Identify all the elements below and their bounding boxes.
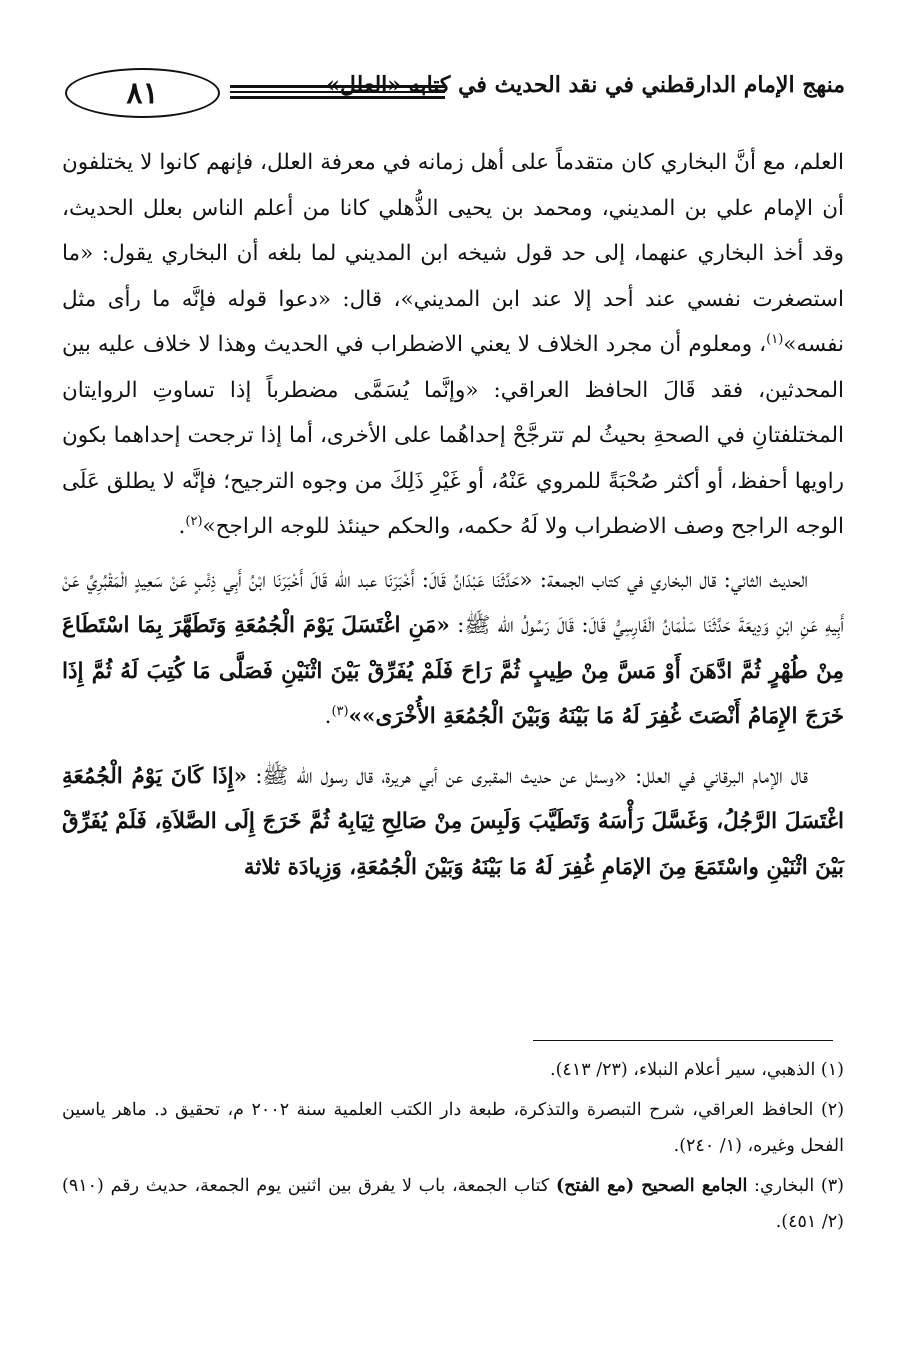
hadith-text-2: «إِذَا كَانَ يَوْمُ الْجُمُعَةِ اغْتَسَلَ الرَّجُلُ، وَغَسَّلَ رَأْسَهُ وَتَطَيَّبَ وَلَبِسَ مِنْ صَالِحِ ثِيَابِهُ ثُمَّ خَرَجَ إِلَى الصَّلاَةِ، فَلَمْ يُفَرِّقْ بَيْنَ اثْنَيْنِ واسْتَمَعَ مِنَ الإمَامِ غُفِرَ لَهُ مَا بَيْنَهُ وَبَيْنَ الْجُمُعَةِ، وَزِيادَة ثلاثة — [62, 763, 844, 880]
paragraph-3 — [62, 754, 844, 891]
footnote-3-prefix: (٣) البخاري: — [747, 1176, 844, 1196]
paragraph-3-intro: قال الإمام البرقاني في العلل: «وسئل عن حديث المقبرى عن أبي هريرة، قال رسول الله ﷺ: — [247, 763, 808, 789]
paragraph-2-end: . — [324, 704, 332, 729]
paragraph-1-text: العلم، مع أنَّ البخاري كان متقدماً على أهل زمانه في معرفة العلل، فإنهم كانوا لا يختلفون أن الإمام علي بن المديني، ومحمد بن يحيى الذُّهلي كانا من أعلم الناس بعلل الحديث، وقد أخذ البخاري عنهما، إلى حد قول شيخه ابن المديني لما بلغه أن البخاري يقول: «ما استصغرت نفسي عند أحد إلا عند ابن المديني»، قال: «دعوا قوله فإنَّه ما رأى مثل نفسه» — [62, 150, 844, 357]
footnote-2: (٢) الحافظ العراقي، شرح التبصرة والتذكرة، طبعة دار الكتب العلمية سنة ٢٠٠٢ م، تحقيق د. ماهر ياسين الفحل وغيره، (١/ ٢٤٠). — [62, 1100, 845, 1156]
footnote-ref-1: (١) — [766, 331, 784, 347]
paragraph-2 — [62, 558, 844, 740]
footnote-ref-2: (٢) — [185, 513, 203, 529]
paragraph-1: العلم، مع أنَّ البخاري كان متقدماً على أهل زمانه في معرفة العلل، فإنهم كانوا لا يختلفون أن الإمام علي بن المديني، ومحمد بن يحيى الذُّهلي كانا من أعلم الناس بعلل الحديث، وقد أخذ البخاري عنهما، إلى حد قول شيخه ابن المديني لما بلغه أن البخاري يقول: «ما استصغرت نفسي عند أحد إلا عند ابن المديني»، قال: «دعوا قوله فإنَّه ما رأى مثل نفسه»$^{(١)}$، ومعلوم أن مجرد الخلاف لا يعني الاضطراب في الحديث وهذا لا خلاف عليه بين المحدثين، فقد قَالَ الحافظ العراقي: «وإنَّما يُسَمَّى مضطرباً إذا تساوتِ الروايتان المختلفتانِ في الصحةِ بحيثُ لم تترجَّحْ إحداهُما على الأخرى، أما إذا ترجحت إحداهما بكون راويها أحفظ، أو أكثر صُحْبَةً للمروي عَنْهُ، أو غَيْرِ ذَلِكَ من وجوه الترجيح؛ فإنَّه لا يطلق عَلَى الوجه الراجح وصف الاضطراب ولا لَهُ حكمه، والحكم حينئذ للوجه الراجح»$^{(٢)}$. — [62, 150, 844, 539]
page-header — [55, 60, 845, 130]
footnote-ref-3: (٣) — [331, 703, 349, 719]
footnote-3-rest: كتاب الجمعة، باب لا يفرق بين اثنين يوم الجمعة، حديث رقم (٩١٠) (٢/ ٤٥١). — [62, 1176, 844, 1232]
footnote-1: (١) الذهبي، سير أعلام النبلاء، (٢٣/ ٤١٣). — [550, 1060, 844, 1080]
footnotes — [62, 1052, 844, 1244]
footnote-3 — [62, 1168, 844, 1240]
paragraph-1-text-cont: ، ومعلوم أن مجرد الخلاف لا يعني الاضطراب في الحديث وهذا لا خلاف عليه بين المحدثين، فقد قَالَ الحافظ العراقي: «وإنَّما يُسَمَّى مضطرباً إذا تساوتِ الروايتان المختلفتانِ في الصحةِ بحيثُ لم تترجَّحْ إحداهُما على الأخرى، أما إذا ترجحت إحداهما بكون راويها أحفظ، أو أكثر صُحْبَةً للمروي عَنْهُ، أو غَيْرِ ذَلِكَ من وجوه الترجيح؛ فإنَّه لا يطلق عَلَى الوجه الراجح وصف الاضطراب ولا لَهُ حكمه، والحكم حينئذ للوجه الراجح» — [62, 332, 844, 539]
page-number: ٨١ — [65, 68, 220, 118]
running-title: منهج الإمام الدارقطني في نقد الحديث في كتابه «العلل» — [326, 72, 845, 98]
footnote-3-book-title: الجامع الصحيح (مع الفتح) — [555, 1176, 748, 1196]
paragraph-2-intro: الحديث الثاني: قال البخاري في كتاب الجمعة: «حَدَّثَنَا عَبْدَانُ قَالَ: أَخْبَرَنَا عبد الله قَالَ أَخْبَرَنَا ابْنُ أَبِي ذِئْبٍ عَنْ سَعِيدٍ الْمَقْبُرِيِّ عَنْ أَبِيهِ عَنِ ابْنِ وَدِيعَةَ حَدَّثَنَا سَلْمَانُ الْفَارِسِيُّ قَالَ: قَالَ رَسُولُ الله ﷺ: — [62, 567, 845, 638]
footnote-separator — [533, 1040, 833, 1041]
hadith-text-1: «مَنِ اغْتَسَلَ يَوْمَ الْجُمُعَةِ وَتَطَهَّرَ بِمَا اسْتَطَاعَ مِنْ طُهْرٍ ثُمَّ ادَّهَنَ أَوْ مَسَّ مِنْ طِيبٍ ثُمَّ رَاحَ فَلَمْ يُفَرِّقْ بَيْنَ اثْنَيْنِ فَصَلَّى مَا كُتِبَ لَهُ ثُمَّ إِذَا خَرَجَ الإِمَامُ أَنْصَتَ غُفِرَ لَهُ مَا بَيْنَهُ وَبَيْنَ الْجُمُعَةِ الأُخْرَى»» — [62, 613, 844, 729]
main-text — [62, 140, 844, 890]
